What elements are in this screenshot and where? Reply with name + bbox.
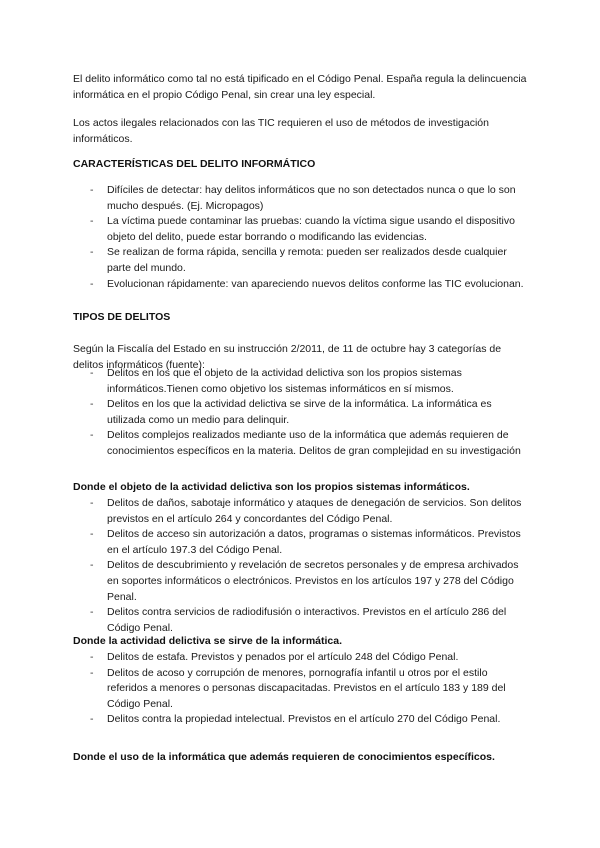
objeto-list (90, 496, 527, 636)
list-item: - Se realizan de forma rápida, sencilla y remota: pueden ser realizados desde cualquier parte del mundo. (90, 245, 527, 276)
list-item: - Delitos de acoso y corrupción de menores, pornografía infantil u otros por el estilo referidos a menores o personas discapacitadas. Previstos en el artículo 183 y 189 del Código Penal. (90, 666, 527, 713)
sirve-list (90, 650, 527, 728)
intro-text-1: El delito informático como tal no está tipificado en el Código Penal. España regula la delincuencia informática en el propio Código Penal, sin crear una ley especial. (73, 73, 527, 101)
conocimientos-heading: Donde el uso de la informática que además requieren de conocimientos específicos. (73, 751, 495, 763)
intro-text-2: Los actos ilegales relacionados con las TIC requieren el uso de métodos de investigación informáticos. (73, 117, 489, 145)
caracteristicas-heading: CARACTERÍSTICAS DEL DELITO INFORMÁTICO (73, 158, 316, 170)
list-item: - Delitos de daños, sabotaje informático y ataques de denegación de servicios. Son delitos previstos en el artículo 264 y concordantes del Código Penal. (90, 496, 527, 527)
list-item: - Delitos complejos realizados mediante uso de la informática que además requieren de conocimientos específicos en la materia. Delitos de gran complejidad en su investigación (90, 428, 527, 459)
list-item: - Delitos de acceso sin autorización a datos, programas o sistemas informáticos. Previstos en el artículo 197.3 del Código Penal. (90, 527, 527, 558)
tipos-list (90, 366, 527, 460)
objeto-heading: Donde el objeto de la actividad delictiva son los propios sistemas informáticos. (73, 481, 470, 493)
sirve-heading: Donde la actividad delictiva se sirve de la informática. (73, 635, 343, 647)
intro-paragraph-1 (73, 72, 528, 103)
list-item: - Delitos contra servicios de radiodifusión o interactivos. Previstos en el artículo 286 del Código Penal. (90, 605, 527, 636)
intro-paragraph-2 (73, 116, 528, 147)
list-item: - La víctima puede contaminar las pruebas: cuando la víctima sigue usando el dispositivo objeto del delito, puede estar borrando o modificando las evidencias. (90, 214, 527, 245)
list-item: - Delitos de estafa. Previstos y penados por el artículo 248 del Código Penal. (90, 650, 527, 666)
list-item: - Evolucionan rápidamente: van apareciendo nuevos delitos conforme las TIC evolucionan. (90, 277, 527, 293)
tipos-heading: TIPOS DE DELITOS (73, 311, 171, 323)
list-item: - Delitos en los que el objeto de la actividad delictiva son los propios sistemas informáticos.Tienen como objetivo los sistemas informáticos en sí mismos. (90, 366, 527, 397)
caracteristicas-list (90, 183, 527, 292)
list-item: - Delitos contra la propiedad intelectual. Previstos en el artículo 270 del Código Penal. (90, 712, 527, 728)
list-item: - Delitos en los que la actividad delictiva se sirve de la informática. La informática es utilizada como un medio para delinquir. (90, 397, 527, 428)
tipos-intro-text: Según la Fiscalía del Estado en su instrucción 2/2011, de 11 de octubre hay 3 categorías de delitos informáticos (fuente): (73, 343, 502, 371)
list-item: - Delitos de descubrimiento y revelación de secretos personales y de empresa archivados en soportes informáticos o electrónicos. Previstos en los artículos 197 y 278 del Código Penal. (90, 558, 527, 605)
list-item: - Difíciles de detectar: hay delitos informáticos que no son detectados nunca o que lo son mucho después. (Ej. Micropagos) (90, 183, 527, 214)
